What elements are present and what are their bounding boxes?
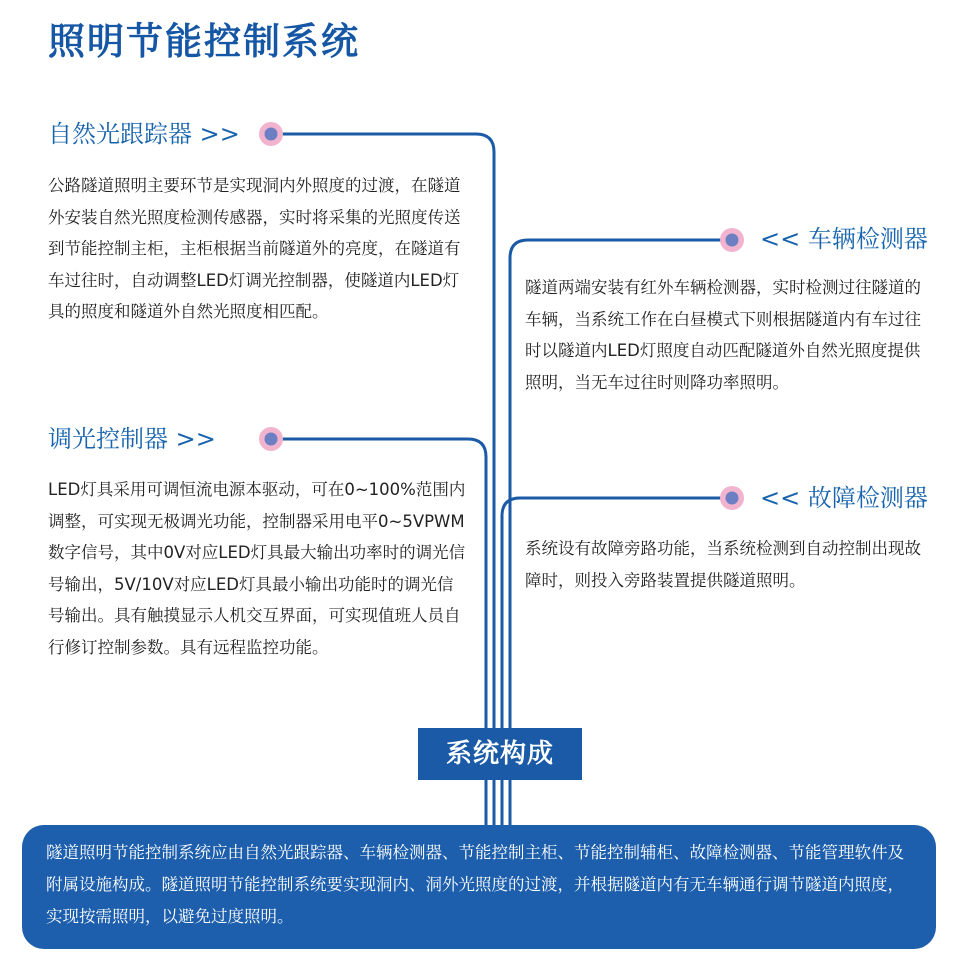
vehicle-detector-text: 隧道两端安装有红外车辆检测器，实时检测过往隧道的车辆，当系统工作在白昼模式下则根据隧道内有车过往时以隧道内LED灯照度自动匹配隧道外自然光照度提供照明，当无车过往时则降功率照明。 xyxy=(525,278,921,392)
dimmer-text: LED灯具采用可调恒流电源本驱动，可在0~100%范围内调整，可实现无极调光功能，控制器采用电平0~5VPWM数字信号，其中0V对应LED灯具最大输出功率时的调光信号输出，5V/10V对应LED灯具最小输出功能时的调光信号输出。具有触摸显示人机交互界面，可实现值班人员自行修订控制参数。具有远程监控功能。 xyxy=(48,480,466,657)
node-dot-fault-detector xyxy=(720,486,744,510)
natural-light-text: 公路隧道照明主要环节是实现洞内外照度的过渡，在隧道外安装自然光照度检测传感器，实时将采集的光照度传送到节能控制主柜，主柜根据当前隧道外的亮度，在隧道有车过往时，自动调整LED灯调光控制器，使隧道内LED灯具的照度和隧道外自然光照度相匹配。 xyxy=(48,176,461,321)
system-composition-label: 系统构成 xyxy=(418,728,582,780)
natural-light-heading: 自然光跟踪器 >> xyxy=(48,120,240,148)
node-dot-vehicle-detector xyxy=(720,228,744,252)
fault-detector-text: 系统设有故障旁路功能，当系统检测到自动控制出现故障时，则投入旁路装置提供隧道照明。 xyxy=(525,539,921,590)
page-title: 照明节能控制系统 xyxy=(48,20,360,63)
fault-detector-heading: << 故障检测器 xyxy=(760,484,928,512)
summary-text: 隧道照明节能控制系统应由自然光跟踪器、车辆检测器、节能控制主柜、节能控制辅柜、故障检测器、节能管理软件及附属设施构成。隧道照明节能控制系统要实现洞内、洞外光照度的过渡，并根据隧道内有无车辆通行调节隧道内照度，实现按需照明，以避免过度照明。 xyxy=(46,843,904,926)
dimmer-heading: 调光控制器 >> xyxy=(48,425,216,453)
summary-box xyxy=(22,825,936,949)
node-dot-dimmer xyxy=(259,427,283,451)
node-dot-natural-light xyxy=(259,122,283,146)
vehicle-detector-heading: << 车辆检测器 xyxy=(760,225,928,253)
